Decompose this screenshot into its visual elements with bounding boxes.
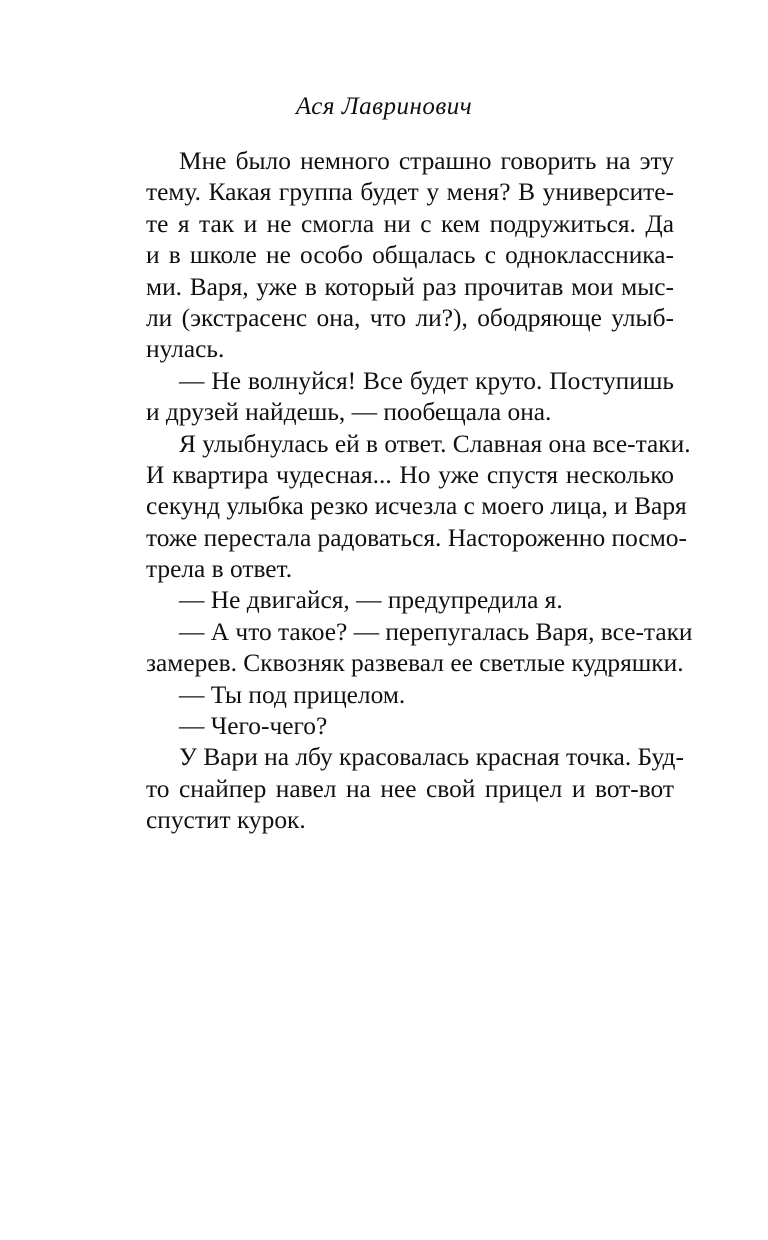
text-line: тему. Какая группа будет у меня? В университе- xyxy=(146,178,674,207)
text-line: — Не двигайся, — предупредила я. xyxy=(179,586,563,615)
text-line: замерев. Сквозняк развевал ее светлые кудряшки. xyxy=(146,649,684,678)
text-line: тоже перестала радоваться. Настороженно посмо- xyxy=(146,523,687,552)
text-line: нулась. xyxy=(146,335,225,364)
text-line: — Ты под прицелом. xyxy=(179,680,406,709)
text-line: секунд улыбка резко исчезла с моего лица, и Варя xyxy=(146,492,687,521)
text-line: ми. Варя, уже в который раз прочитав мои мыс- xyxy=(146,272,674,301)
text-line: и друзей найдешь, — пообещала она. xyxy=(146,398,552,427)
text-line: У Вари на лбу красовалась красная точка. Буд- xyxy=(179,743,684,772)
text-line: — А что такое? — перепугалась Варя, все-таки xyxy=(179,617,693,646)
text-line: спустит курок. xyxy=(146,806,306,835)
text-line: и в школе не особо общалась с одноклассника- xyxy=(146,241,674,270)
text-line: Мне было немного страшно говорить на эту xyxy=(179,147,674,175)
text-line: то снайпер навел на нее свой прицел и вот-вот xyxy=(146,774,674,803)
text-line: И квартира чудесная... Но уже спустя несколько xyxy=(146,460,674,489)
text-line: трела в ответ. xyxy=(146,555,293,584)
text-line: ли (экстрасенс она, что ли?), ободряюще улыб- xyxy=(146,303,674,332)
text-line: Я улыбнулась ей в ответ. Славная она все-таки. xyxy=(179,429,691,458)
body-text xyxy=(146,146,693,837)
running-head-author: Ася Лавринович xyxy=(295,93,473,120)
text-line: — Не волнуйся! Все будет круто. Поступишь xyxy=(179,366,674,395)
text-line: те я так и не смогла ни с кем подружиться. Да xyxy=(146,209,674,238)
text-line: — Чего-чего? xyxy=(179,712,328,741)
